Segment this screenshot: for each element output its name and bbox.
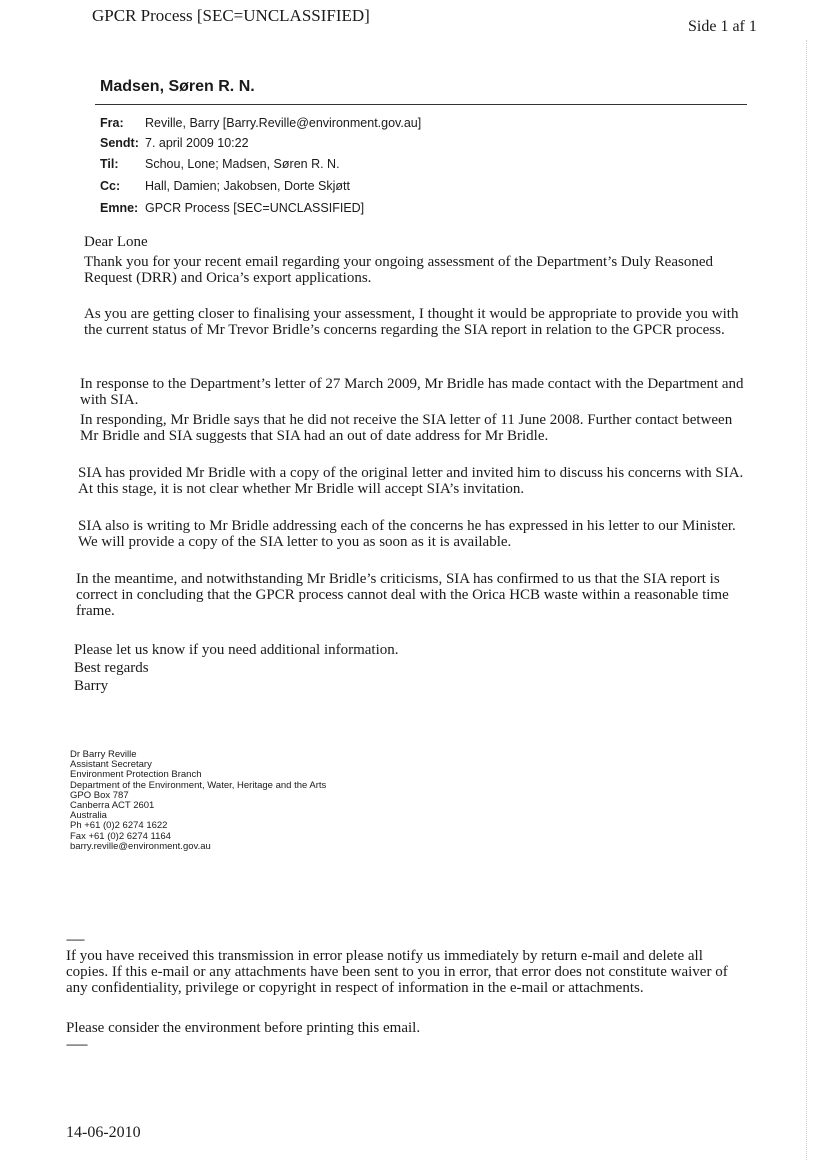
header-subject-row [100,201,364,215]
signature-fax: Fax +61 (0)2 6274 1164 [70,830,171,842]
paragraph-3b: In responding, Mr Bridle says that he did not receive the SIA letter of 11 June 2008. Further contact between Mr Bridle and SIA suggests that SIA had an out of date address for Mr Bridle. [80,412,733,444]
signature-branch: Environment Protection Branch [70,769,202,781]
signature-email: barry.reville@environment.gov.au [70,840,211,852]
email-signature [70,750,326,852]
header-sent-row [100,136,249,150]
print-date: 14-06-2010 [66,1124,141,1141]
footer-divider-top: ------ [66,932,84,946]
signature-department: Department of the Environment, Water, Heritage and the Arts [70,779,327,791]
header-sent-label: Sendt: [100,136,139,150]
paragraph-2: As you are getting closer to finalising your assessment, I thought it would be appropriate to provide you with the current status of Mr Trevor Bridle’s concerns regarding the SIA report in relation to the GPCR process. [84,306,739,338]
paragraph-4: SIA has provided Mr Bridle with a copy of the original letter and invited him to discuss his concerns with SIA. At this stage, it is not clear whether Mr Bridle will accept SIA’s invitation. [78,465,744,497]
header-cc-row [100,179,350,193]
page-title: GPCR Process [SEC=UNCLASSIFIED] [92,6,370,25]
header-from-value: Reville, Barry [Barry.Reville@environment.gov.au] [145,116,422,130]
header-subject-value: GPCR Process [SEC=UNCLASSIFIED] [145,201,365,215]
header-to-label: Til: [100,157,119,171]
closing-name: Barry [74,678,109,694]
header-cc-value: Hall, Damien; Jakobsen, Dorte Skjøtt [145,179,350,193]
paragraph-5: SIA also is writing to Mr Bridle addressing each of the concerns he has expressed in his letter to our Minister. We will provide a copy of the SIA letter to you as soon as it is available. [78,518,736,550]
scan-margin-line [806,40,807,1160]
header-divider [95,104,747,105]
signature-title: Assistant Secretary [70,759,152,771]
signature-phone: Ph +61 (0)2 6274 1622 [70,820,168,832]
signature-po-box: GPO Box 787 [70,789,129,801]
header-to-row [100,157,340,171]
header-cc-label: Cc: [100,179,121,193]
signature-name: Dr Barry Reville [70,749,137,760]
signature-city: Canberra ACT 2601 [70,800,155,812]
header-sent-value: 7. april 2009 10:22 [145,136,249,150]
closing-request: Please let us know if you need additional information. [74,642,399,658]
paragraph-3a: In response to the Department’s letter of 27 March 2009, Mr Bridle has made contact with the Department and with SIA. [80,376,744,408]
greeting: Dear Lone [84,234,148,250]
header-subject-label: Emne: [100,201,139,215]
paragraph-1: Thank you for your recent email regarding your ongoing assessment of the Department’s Duly Reasoned Request (DRR) and Orica’s export applications. [84,254,713,286]
header-from-label: Fra: [100,116,124,130]
page-number: Side 1 af 1 [688,18,757,35]
header-to-value: Schou, Lone; Madsen, Søren R. N. [145,157,340,171]
closing-regards: Best regards [74,660,149,676]
paragraph-6: In the meantime, and notwithstanding Mr Bridle’s criticisms, SIA has confirmed to us that the SIA report is correct in concluding that the GPCR process cannot deal with the Orica HCB waste within a reasonable time frame. [76,571,729,619]
signature-country: Australia [70,810,107,822]
disclaimer: If you have received this transmission in error please notify us immediately by return e-mail and delete all copies. If this e-mail or any attachments have been sent to you in error, that error does not constitute waiver of any confidentiality, privilege or copyright in respect of information in the e-mail or attachments. [66,948,728,996]
environment-note: Please consider the environment before printing this email. [66,1020,421,1036]
footer-divider-bottom: ------- [66,1037,87,1051]
sender-name: Madsen, Søren R. N. [100,78,255,95]
header-from-row [100,116,421,130]
